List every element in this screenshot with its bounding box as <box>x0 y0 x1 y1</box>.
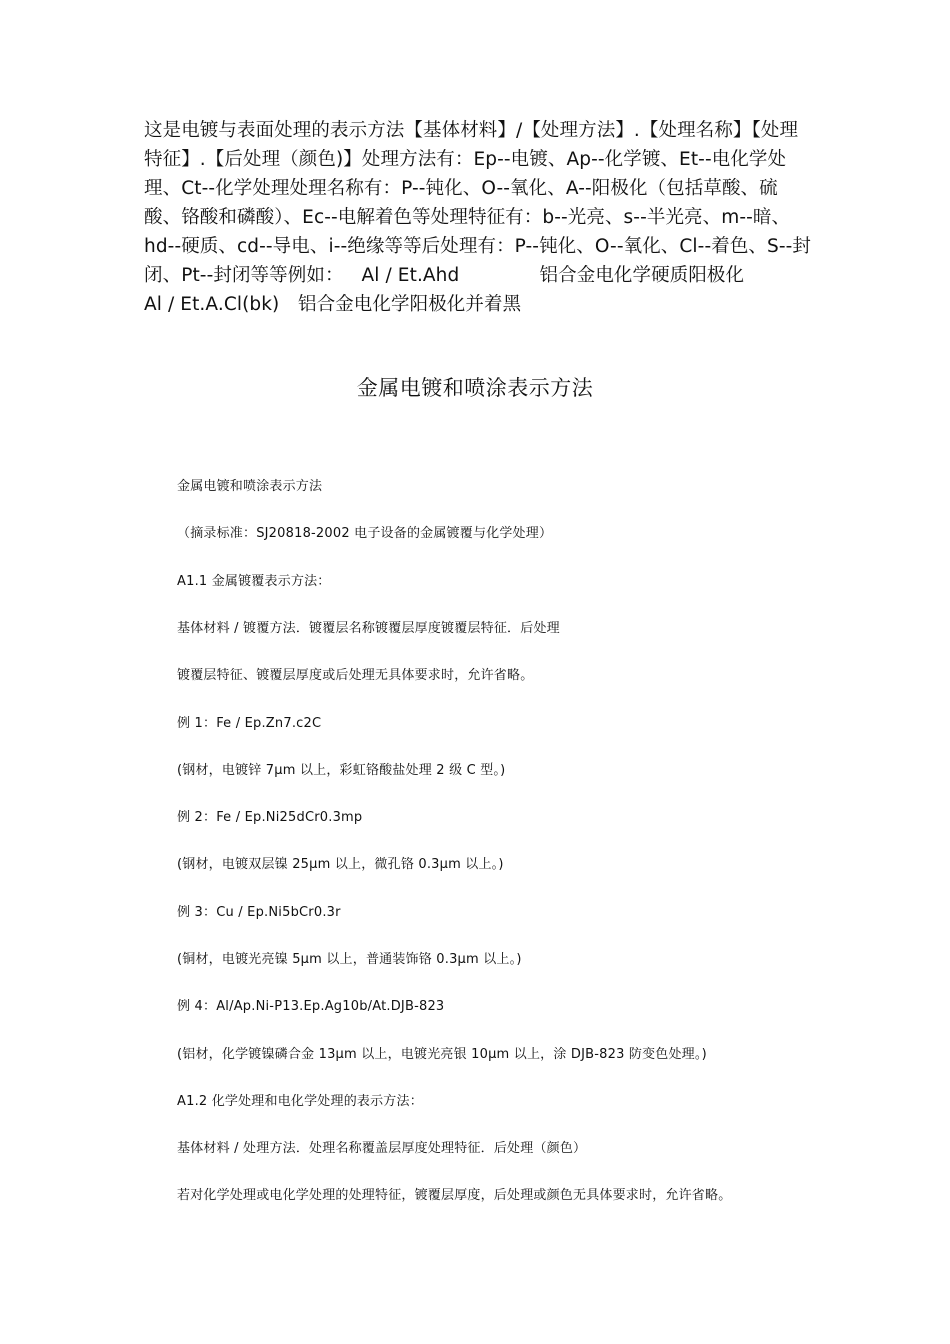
section-heading: 金属电镀和喷涂表示方法 <box>356 376 594 400</box>
excerpt-source-note: （摘录标准：SJ20818-2002 电子设备的金属镀覆与化学处理） <box>177 526 553 541</box>
example-3-line: 例 3：Cu / Ep.Ni5bCr0.3r <box>177 905 341 920</box>
example-1-explanation: (钢材，电镀锌 7μm 以上，彩虹铬酸盐处理 2 级 C 型。) <box>177 763 506 778</box>
example-2-line: 例 2：Fe / Ep.Ni25dCr0.3mp <box>177 810 363 825</box>
plating-format-line: 基体材料 / 镀覆方法．镀覆层名称镀覆层厚度镀覆层特征．后处理 <box>177 621 560 636</box>
plating-omission-note: 镀覆层特征、镀覆层厚度或后处理无具体要求时，允许省略。 <box>177 668 534 683</box>
intro-text: 这是电镀与表面处理的表示方法【基体材料】/【处理方法】.【处理名称】【处理特征】.【后处理（颜色)】处理方法有：Ep--电镀、Ap--化学镀、Et--电化学处理、Ct--化学处理处理名称有：P--钝化、O--氧化、A--阳极化（包括草酸、硫酸、铬酸和磷酸）、Ec--电解着色等处理特征有：b--光亮、s--半光亮、m--暗、hd--硬质、cd--导电、i--绝缘等等后处理有：P--钝化、O--氧化、Cl--着色、S--封闭、Pt--封闭等等例如： <box>144 120 812 286</box>
example-4-explanation: (铝材，化学镀镍磷合金 13μm 以上，电镀光亮银 10μm 以上，涂 DJB-823 防变色处理。) <box>177 1047 707 1062</box>
example-2-line <box>144 290 814 319</box>
treatment-omission-note: 若对化学处理或电化学处理的处理特征，镀覆层厚度，后处理或颜色无具体要求时，允许省略。 <box>177 1188 732 1203</box>
section-a1-2-heading: A1.2 化学处理和电化学处理的表示方法： <box>177 1094 423 1109</box>
intro-paragraph <box>144 116 814 290</box>
excerpt-title: 金属电镀和喷涂表示方法 <box>177 479 323 494</box>
treatment-format-line: 基体材料 / 处理方法．处理名称覆盖层厚度处理特征．后处理（颜色） <box>177 1141 587 1156</box>
example-1-line: 例 1：Fe / Ep.Zn7.c2C <box>177 716 322 731</box>
example-2-description: 铝合金电化学阳极化并着黑 <box>298 294 522 315</box>
example-2-explanation: (钢材，电镀双层镍 25μm 以上，微孔铬 0.3μm 以上。) <box>177 857 504 872</box>
example-1-description: 铝合金电化学硬质阳极化 <box>539 265 745 286</box>
intro-section <box>144 116 814 319</box>
section-a1-1-heading: A1.1 金属镀覆表示方法： <box>177 574 331 589</box>
example-3-explanation: (铜材，电镀光亮镍 5μm 以上，普通装饰铬 0.3μm 以上。) <box>177 952 522 967</box>
example-4-line: 例 4：Al/Ap.Ni-P13.Ep.Ag10b/At.DJB-823 <box>177 999 445 1014</box>
example-2-code: Al / Et.A.Cl(bk) <box>144 294 280 315</box>
example-1-code: Al / Et.Ahd <box>361 265 460 286</box>
